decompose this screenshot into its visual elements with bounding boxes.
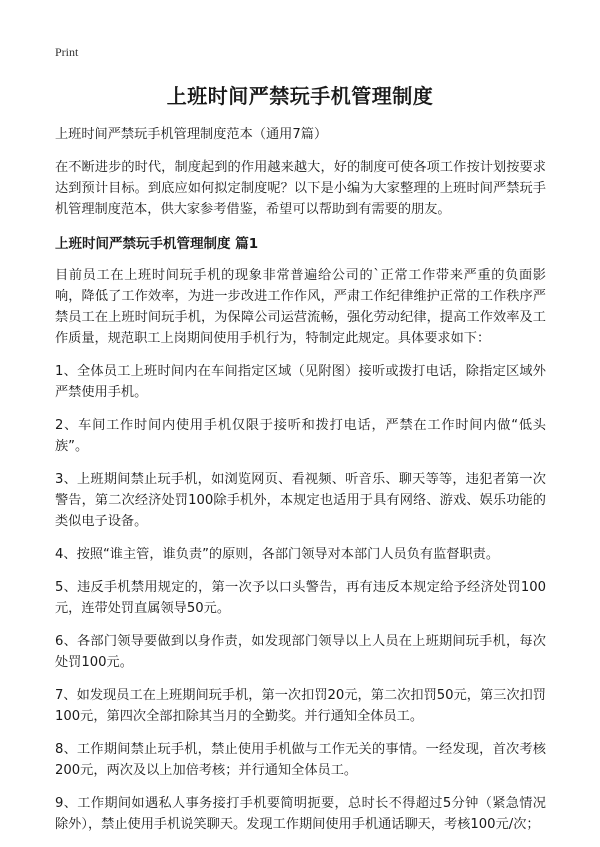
rule-item: 6、各部门领导要做到以身作责，如发现部门领导以上人员在上班期间玩手机，每次处罚100元。 bbox=[55, 634, 546, 670]
section-intro-paragraph: 目前员工在上班时间玩手机的现象非常普遍给公司的`正常工作带来严重的负面影响，降低了工作效率，为进一步改进工作作风，严肃工作纪律维护正常的工作秩序严禁员工在上班时间玩手机，为保障公司运营流畅，强化劳动纪律，提高工作效率及工作质量，规范职工上岗期间使用手机行为，特制定此规定。具体要求如下： bbox=[55, 268, 546, 346]
rule-item: 3、上班期间禁止玩手机，如浏览网页、看视频、听音乐、聊天等等，违犯者第一次警告，第二次经济处罚100除手机外，本规定也适用于具有网络、游戏、娱乐功能的类似电子设备。 bbox=[55, 472, 546, 529]
document-subtitle: 上班时间严禁玩手机管理制度范本（通用7篇） bbox=[55, 127, 328, 142]
print-label: Print bbox=[55, 45, 79, 59]
rule-item: 4、按照“谁主管，谁负责”的原则，各部门领导对本部门人员负有监督职责。 bbox=[55, 547, 500, 562]
rule-item: 8、工作期间禁止玩手机，禁止使用手机做与工作无关的事情。一经发现，首次考核200元，两次及以上加倍考核；并行通知全体员工。 bbox=[55, 742, 546, 778]
intro-paragraph: 在不断进步的时代，制度起到的作用越来越大，好的制度可使各项工作按计划按要求达到预计目标。到底应如何拟定制度呢？以下是小编为大家整理的上班时间严禁玩手机管理制度范本，供大家参考借鉴，希望可以帮助到有需要的朋友。 bbox=[55, 160, 546, 217]
rule-item: 2、车间工作时间内使用手机仅限于接听和拨打电话，严禁在工作时间内做“低头族”。 bbox=[55, 418, 546, 454]
rule-item: 5、违反手机禁用规定的，第一次予以口头警告，再有违反本规定给予经济处罚100元，连带处罚直属领导50元。 bbox=[55, 580, 546, 616]
rule-item: 7、如发现员工在上班期间玩手机，第一次扣罚20元，第二次扣罚50元，第三次扣罚100元，第四次全部扣除其当月的全勤奖。并行通知全体员工。 bbox=[55, 688, 546, 724]
section-heading: 上班时间严禁玩手机管理制度 篇1 bbox=[55, 236, 259, 252]
rule-item: 9、工作期间如遇私人事务接打手机要简明扼要，总时长不得超过5分钟（紧急情况除外），禁止使用手机说笑聊天。发现工作期间使用手机通话聊天，考核100元/次； bbox=[55, 796, 546, 832]
document-body bbox=[55, 124, 546, 847]
document-title: 上班时间严禁玩手机管理制度 bbox=[166, 84, 434, 108]
rule-item: 1、全体员工上班时间内在车间指定区域（见附图）接听或拨打电话，除指定区域外严禁使用手机。 bbox=[55, 364, 546, 400]
